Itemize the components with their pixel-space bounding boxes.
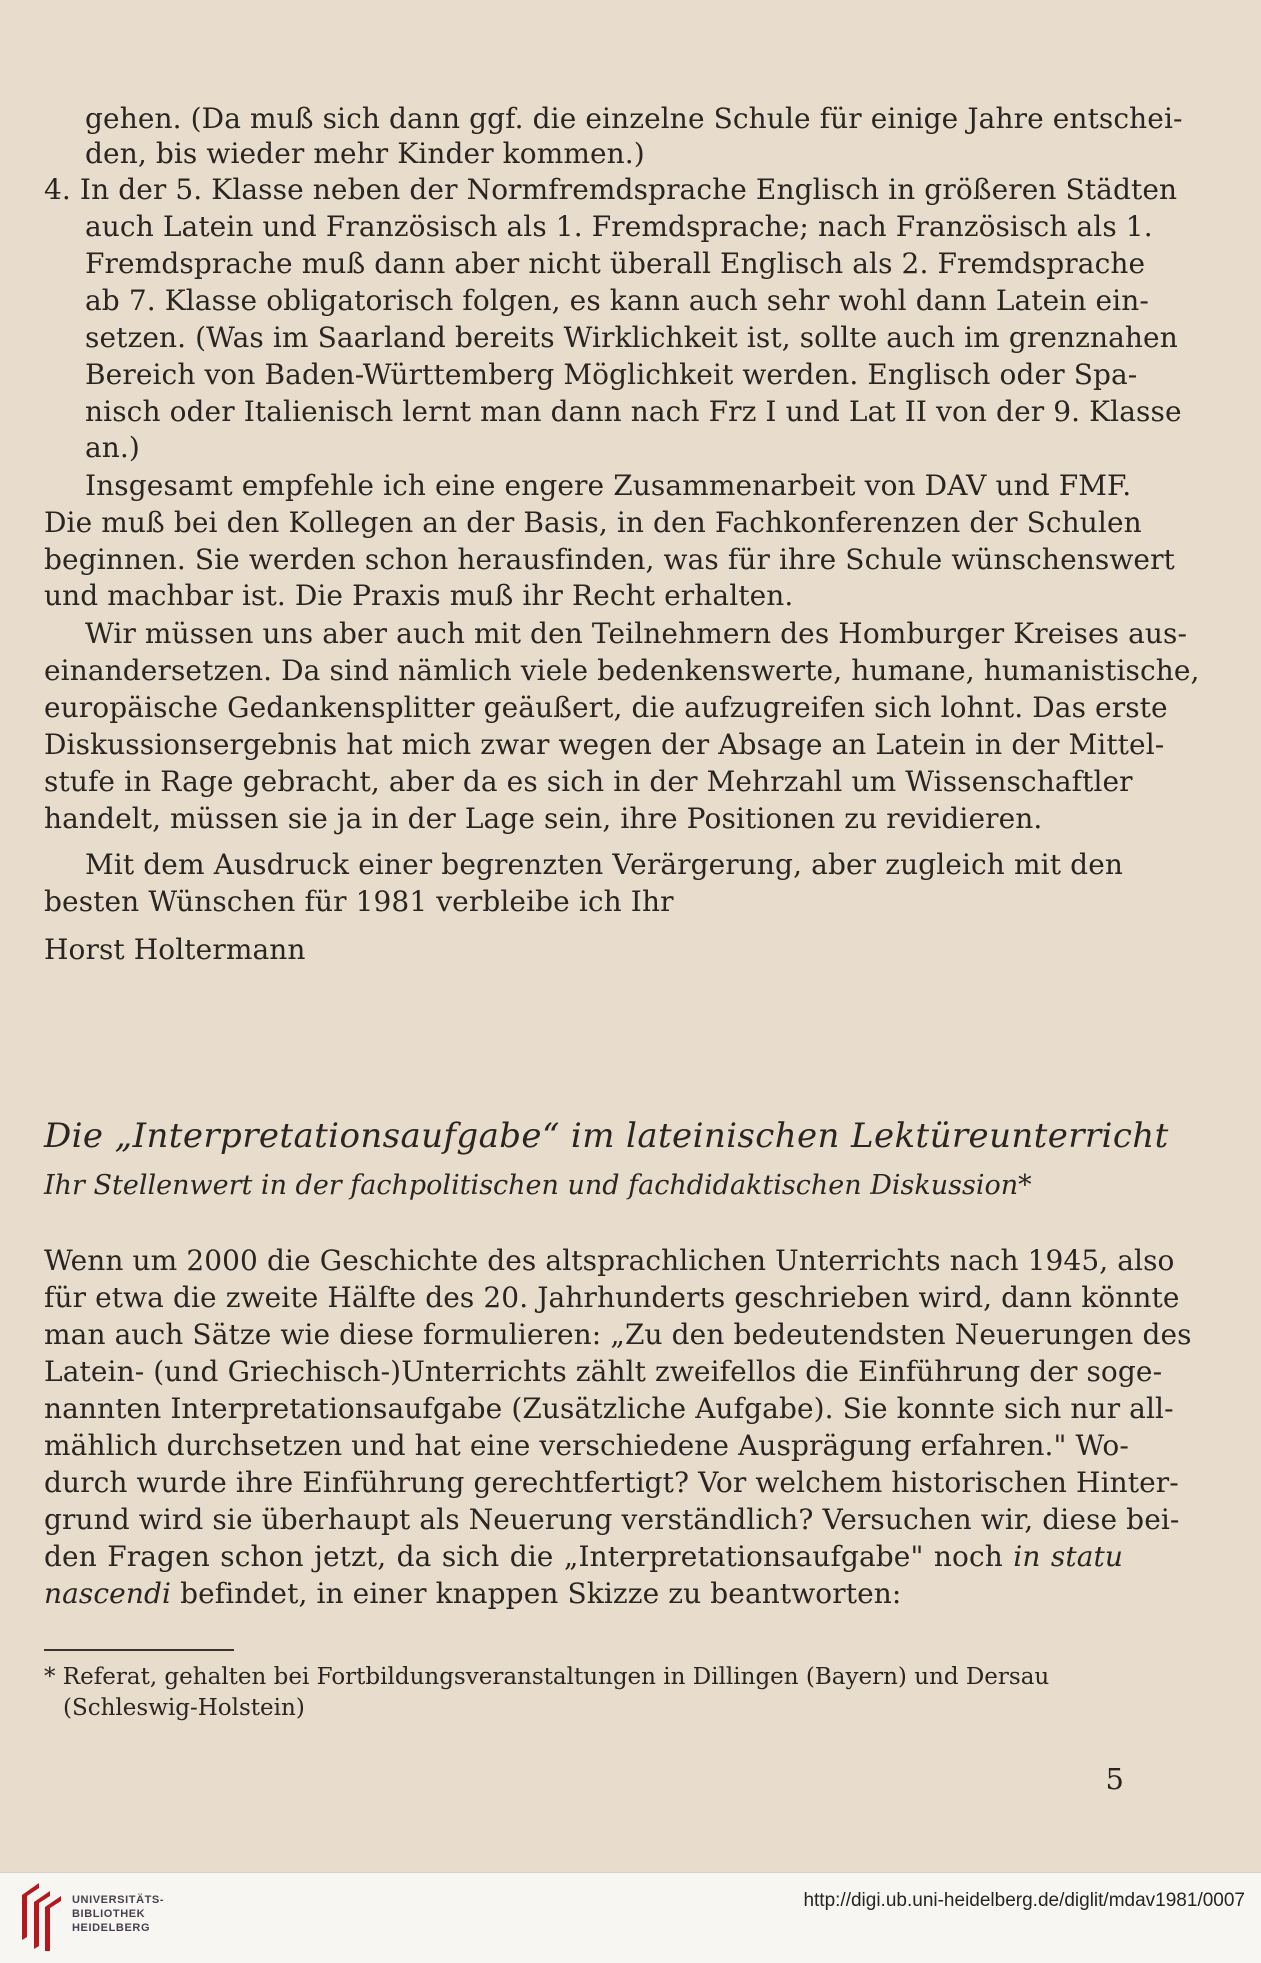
document-text-line: handelt, müssen sie ja in der Lage sein, ihre Positionen zu revidieren. — [44, 802, 1043, 835]
page-number: 5 — [1105, 1762, 1124, 1796]
document-text-line: ab 7. Klasse obligatorisch folgen, es kann auch sehr wohl dann Latein ein- — [85, 284, 1149, 317]
document-text-line: nascendi befindet, in einer knappen Skizze zu beantworten: — [44, 1577, 902, 1610]
document-text-line: Insgesamt empfehle ich eine engere Zusammenarbeit von DAV und FMF. — [85, 469, 1132, 502]
document-text-line: grund wird sie überhaupt als Neuerung verständlich? Versuchen wir, diese bei- — [44, 1503, 1180, 1536]
document-text-line: 4. In der 5. Klasse neben der Normfremdsprache Englisch in größeren Städten — [44, 173, 1178, 206]
document-text-line: Fremdsprache muß dann aber nicht überall Englisch als 2. Fremdsprache — [85, 247, 1146, 280]
document-text-line: besten Wünschen für 1981 verbleibe ich Ihr — [44, 885, 674, 918]
document-text-line: Wir müssen uns aber auch mit den Teilnehmern des Homburger Kreises aus- — [85, 617, 1188, 650]
document-text-line: an.) — [85, 431, 140, 464]
document-text-line: Diskussionsergebnis hat mich zwar wegen der Absage an Latein in der Mittel- — [44, 728, 1165, 761]
library-name-line: UNIVERSITÄTS- — [72, 1894, 165, 1906]
document-text-line: auch Latein und Französisch als 1. Fremdsprache; nach Französisch als 1. — [85, 210, 1153, 243]
document-text-line: den, bis wieder mehr Kinder kommen.) — [85, 137, 645, 170]
library-name-line: BIBLIOTHEK — [72, 1908, 146, 1920]
footnote-line: (Schleswig-Holstein) — [63, 1695, 305, 1721]
document-text-line: man auch Sätze wie diese formulieren: „Zu den bedeutendsten Neuerungen des — [44, 1318, 1192, 1351]
footnote-line: * Referat, gehalten bei Fortbildungsveranstaltungen in Dillingen (Bayern) und Dersau — [44, 1664, 1050, 1690]
digital-collection-link[interactable]: http://digi.ub.uni-heidelberg.de/diglit/mdav1981/0007 — [803, 1890, 1245, 1911]
document-text-line: stufe in Rage gebracht, aber da es sich in der Mehrzahl um Wissenschaftler — [44, 765, 1133, 798]
document-text-line: beginnen. Sie werden schon herausfinden, was für ihre Schule wünschenswert — [44, 543, 1175, 576]
document-text-line: Bereich von Baden-Württemberg Möglichkeit werden. Englisch oder Spa- — [85, 358, 1138, 391]
document-text-line: Latein- (und Griechisch-)Unterrichts zählt zweifellos die Einführung der soge- — [44, 1355, 1163, 1388]
document-text-line: einandersetzen. Da sind nämlich viele bedenkenswerte, humane, humanistische, — [44, 654, 1200, 687]
section-subtitle: Ihr Stellenwert in der fachpolitischen und fachdidaktischen Diskussion* — [44, 1170, 1032, 1201]
document-text-line: den Fragen schon jetzt, da sich die „Interpretationsaufgabe" noch in statu — [44, 1540, 1123, 1573]
library-name — [72, 1893, 164, 1935]
document-text-line: nisch oder Italienisch lernt man dann nach Frz I und Lat II von der 9. Klasse — [85, 395, 1182, 428]
document-text-line: und machbar ist. Die Praxis muß ihr Recht erhalten. — [44, 579, 794, 612]
viewer-footer — [0, 1872, 1261, 1963]
document-text-line: Mit dem Ausdruck einer begrenzten Verärgerung, aber zugleich mit den — [85, 848, 1123, 881]
document-text-line: setzen. (Was im Saarland bereits Wirklichkeit ist, sollte auch im grenznahen — [85, 321, 1178, 354]
document-text-line: durch wurde ihre Einführung gerechtfertigt? Vor welchem historischen Hinter- — [44, 1466, 1179, 1499]
document-text-line: für etwa die zweite Hälfte des 20. Jahrhunderts geschrieben wird, dann könnte — [44, 1281, 1180, 1314]
university-library-logo-icon — [14, 1883, 70, 1951]
document-text-line: Wenn um 2000 die Geschichte des altsprachlichen Unterrichts nach 1945, also — [44, 1244, 1175, 1277]
document-text-line: nannten Interpretationsaufgabe (Zusätzliche Aufgabe). Sie konnte sich nur all- — [44, 1392, 1174, 1425]
document-text-line: mählich durchsetzen und hat eine verschiedene Ausprägung erfahren." Wo- — [44, 1429, 1129, 1462]
footnote-divider — [44, 1649, 234, 1651]
document-text-line: Horst Holtermann — [44, 933, 306, 966]
document-text-line: europäische Gedankensplitter geäußert, die aufzugreifen sich lohnt. Das erste — [44, 691, 1168, 724]
section-title: Die „Interpretationsaufgabe“ im lateinischen Lektüreunterricht — [44, 1116, 1169, 1156]
library-name-line: HEIDELBERG — [72, 1922, 151, 1934]
document-text-line: gehen. (Da muß sich dann ggf. die einzelne Schule für einige Jahre entschei- — [85, 102, 1183, 135]
document-text-line: Die muß bei den Kollegen an der Basis, in den Fachkonferenzen der Schulen — [44, 506, 1142, 539]
